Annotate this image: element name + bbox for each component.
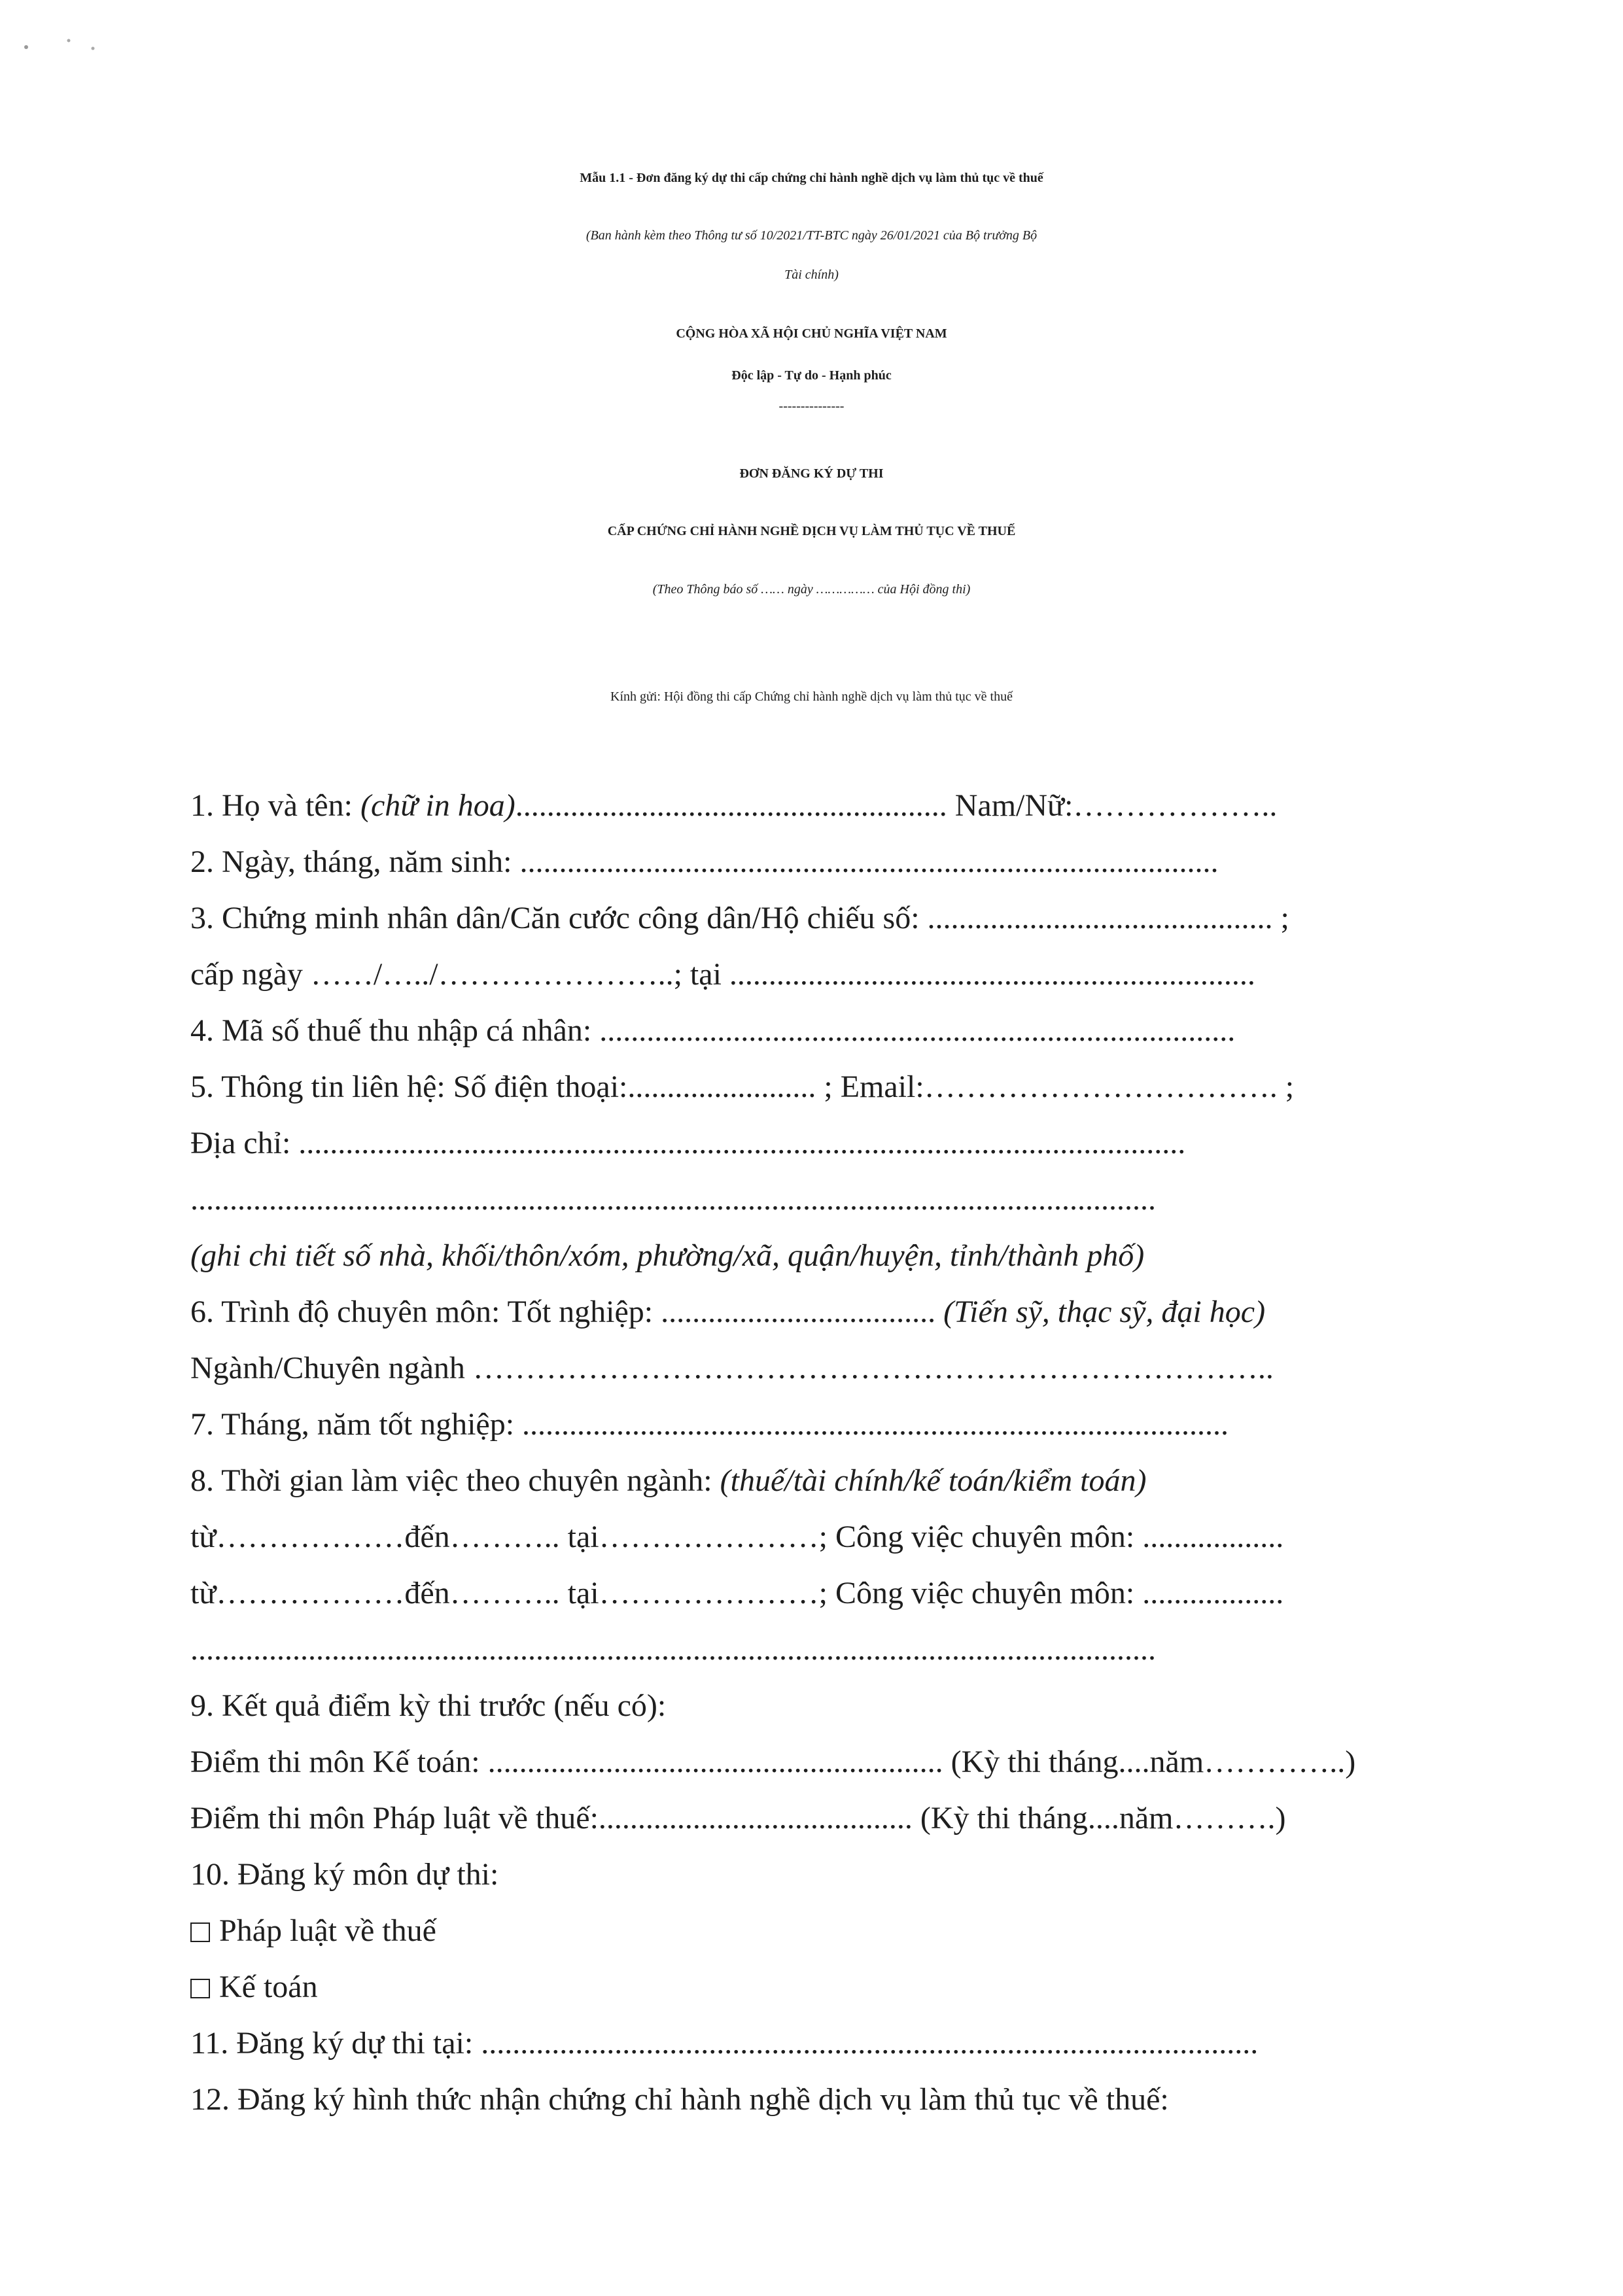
qualification-hint: (Tiến sỹ, thạc sỹ, đại học) (943, 1295, 1266, 1329)
field-date-of-birth: 2. Ngày, tháng, năm sinh: ......................................................................................... (190, 844, 1219, 879)
field-work-period-2: từ………………đến……….. tại…………………; Công việc chuyên môn: .................. (190, 1576, 1284, 1610)
field-address-continued: ........................................................................................................................... (190, 1182, 1156, 1217)
option-accounting[interactable] (190, 1968, 318, 2007)
field-exam-subjects: 10. Đăng ký môn dự thi: (190, 1857, 499, 1892)
motto-divider: --------------- (778, 399, 845, 413)
tax-law-checkbox[interactable] (190, 1922, 210, 1942)
field-work-continued: ........................................................................................................................... (190, 1632, 1156, 1667)
document-title-line2: CẤP CHỨNG CHỈ HÀNH NGHỀ DỊCH VỤ LÀM THỦ TỤC VỀ THUẾ (607, 524, 1016, 538)
issued-note-line1: (Ban hành kèm theo Thông tư số 10/2021/TT-BTC ngày 26/01/2021 của Bộ trưởng Bộ (585, 228, 1038, 243)
field-id-number: 3. Chứng minh nhân dân/Căn cước công dân/Hộ chiếu số: ............................................ ; (190, 901, 1289, 935)
field-qualification (190, 1293, 1265, 1332)
field-certificate-delivery: 12. Đăng ký hình thức nhận chứng chỉ hành nghề dịch vụ làm thủ tục về thuế: (190, 2082, 1169, 2117)
field-work-period-1: từ………………đến……….. tại…………………; Công việc chuyên môn: .................. (190, 1520, 1284, 1554)
document-title-line1: ĐƠN ĐĂNG KÝ DỰ THI (739, 466, 884, 481)
field-address-hint: (ghi chi tiết số nhà, khối/thôn/xóm, phường/xã, quận/huyện, tỉnh/thành phố) (190, 1238, 1145, 1273)
form-title: Mẫu 1.1 - Đơn đăng ký dự thi cấp chứng chỉ hành nghề dịch vụ làm thủ tục về thuế (580, 171, 1043, 185)
work-experience-hint: (thuế/tài chính/kế toán/kiểm toán) (720, 1463, 1147, 1498)
field-major: Ngành/Chuyên ngành ………………………………………………………………….. (190, 1351, 1274, 1385)
country-name: CỘNG HÒA XÃ HỘI CHỦ NGHĨA VIỆT NAM (676, 326, 947, 341)
field-contact: 5. Thông tin liên hệ: Số điện thoại:........................ ; Email:……………………………. ; (190, 1070, 1295, 1104)
national-motto: Độc lập - Tự do - Hạnh phúc (731, 368, 892, 383)
tax-law-label: Pháp luật về thuế (219, 1913, 436, 1948)
work-experience-label: 8. Thời gian làm việc theo chuyên ngành: (190, 1463, 720, 1498)
accounting-checkbox[interactable] (190, 1979, 210, 1998)
qualification-label: 6. Trình độ chuyên môn: Tốt nghiệp: ................................... (190, 1295, 944, 1329)
full-name-blanks: ....................................................... Nam/Nữ:……………….. (515, 788, 1278, 823)
scan-specks (0, 0, 1623, 131)
recipient-line: Kính gửi: Hội đồng thi cấp Chứng chỉ hành nghề dịch vụ làm thủ tục về thuế (610, 689, 1013, 704)
option-tax-law[interactable] (190, 1911, 436, 1951)
document-subtitle: (Theo Thông báo số …… ngày …………… của Hội đồng thi) (652, 582, 971, 597)
field-accounting-score: Điểm thi môn Kế toán: .......................................................... (Kỳ thi tháng....năm…………..) (190, 1745, 1356, 1779)
field-full-name (190, 786, 1277, 826)
field-exam-location: 11. Đăng ký dự thi tại: ................................................................................................... (190, 2026, 1259, 2061)
accounting-label: Kế toán (219, 1970, 318, 2004)
field-previous-results: 9. Kết quả điểm kỳ thi trước (nếu có): (190, 1688, 667, 1723)
field-id-issue: cấp ngày ……/…../…………………..; tại ................................................................... (190, 957, 1255, 992)
field-tax-code: 4. Mã số thuế thu nhập cá nhân: ................................................................................. (190, 1013, 1236, 1048)
full-name-label: 1. Họ và tên: (190, 788, 360, 823)
field-graduation-date: 7. Tháng, năm tốt nghiệp: .......................................................................................... (190, 1407, 1229, 1442)
field-tax-law-score: Điểm thi môn Pháp luật về thuế:........................................ (Kỳ thi tháng....năm……….) (190, 1801, 1286, 1835)
issued-note-line2: Tài chính) (784, 268, 839, 282)
field-address: Địa chỉ: ................................................................................................................. (190, 1126, 1186, 1160)
full-name-hint: (chữ in hoa) (360, 788, 515, 823)
field-work-experience (190, 1461, 1146, 1501)
